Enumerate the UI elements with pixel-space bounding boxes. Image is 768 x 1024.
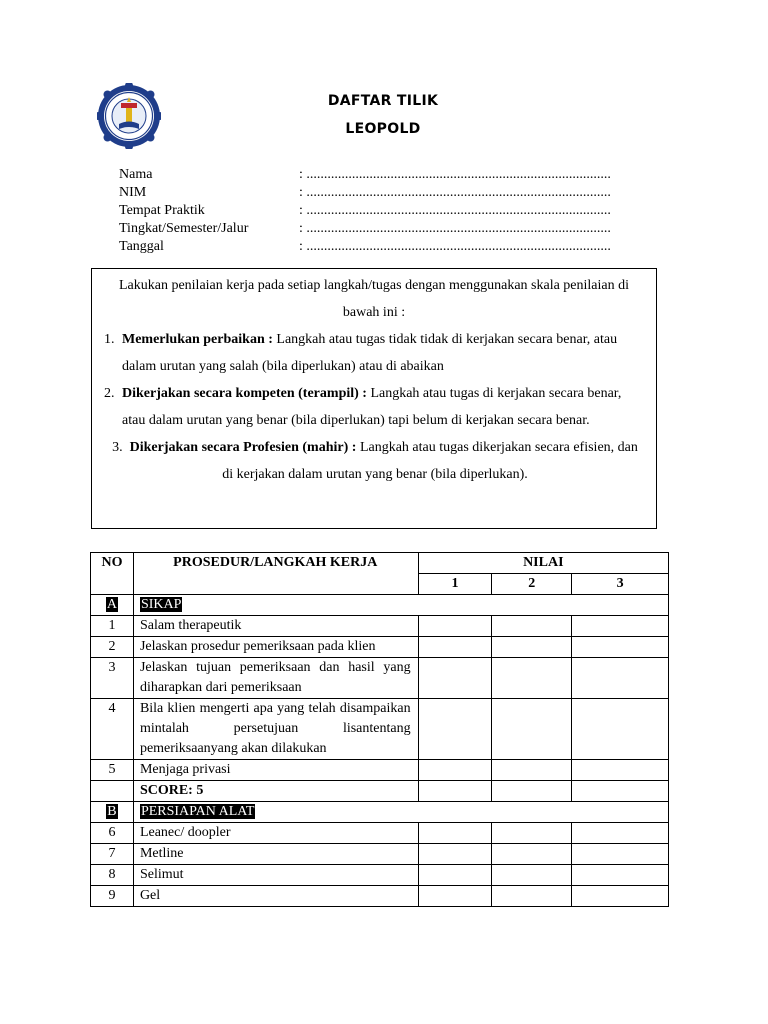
- field-label: Tempat Praktik: [119, 203, 205, 218]
- field-tempat-praktik: [119, 202, 659, 220]
- instructions-box: [91, 268, 657, 529]
- item-number: 3.: [112, 440, 123, 455]
- field-blank: : .......................................................................................: [299, 167, 611, 182]
- row-step: Bila klien mengerti apa yang telah disampaikan mintalah persetujuan lisantentang pemeriksaanyang akan dilakukan: [133, 699, 418, 760]
- score-cell[interactable]: [492, 637, 572, 658]
- field-nama: [119, 166, 659, 184]
- header-step: PROSEDUR/LANGKAH KERJA: [133, 553, 418, 595]
- score-cell[interactable]: [418, 658, 492, 699]
- field-tingkat: [119, 220, 659, 238]
- row-step: Jelaskan prosedur pemeriksaan pada klien: [133, 637, 418, 658]
- table-header-row: [91, 553, 669, 574]
- score-cell[interactable]: [572, 616, 669, 637]
- score-cell[interactable]: [492, 658, 572, 699]
- score-row-a: [91, 781, 669, 802]
- score-cell[interactable]: [418, 637, 492, 658]
- scale-item-1: [104, 326, 644, 380]
- section-row-b: [91, 802, 669, 823]
- section-title-cell: [133, 595, 668, 616]
- score-cell[interactable]: [492, 823, 572, 844]
- field-tanggal: [119, 238, 659, 256]
- score-cell[interactable]: [572, 844, 669, 865]
- row-no: 6: [91, 823, 134, 844]
- header-score-2: 2: [492, 574, 572, 595]
- score-cell[interactable]: [572, 886, 669, 907]
- scale-item-2: [104, 380, 644, 434]
- row-no: 5: [91, 760, 134, 781]
- item-number: 1.: [104, 332, 115, 347]
- item-term: Dikerjakan secara Profesien (mahir) :: [129, 440, 357, 455]
- header-score-1: 1: [418, 574, 492, 595]
- checklist-table: [90, 552, 669, 907]
- row-no: 2: [91, 637, 134, 658]
- score-cell[interactable]: [492, 781, 572, 802]
- section-letter-cell: [91, 802, 134, 823]
- row-step: Menjaga privasi: [133, 760, 418, 781]
- item-text: Langkah atau tugas dikerjakan secara efisien, dan di kerjakan dalam urutan yang benar (bila diperlukan).: [222, 440, 638, 482]
- section-letter-cell: [91, 595, 134, 616]
- document-subtitle: LEOPOLD: [345, 121, 421, 137]
- header-nilai: NILAI: [418, 553, 668, 574]
- section-letter: A: [106, 597, 118, 612]
- row-no: 4: [91, 699, 134, 760]
- row-no: 7: [91, 844, 134, 865]
- table-row: [91, 844, 669, 865]
- score-cell[interactable]: [492, 699, 572, 760]
- section-title: PERSIAPAN ALAT: [140, 804, 255, 819]
- score-cell[interactable]: [418, 865, 492, 886]
- score-cell[interactable]: [492, 844, 572, 865]
- score-cell[interactable]: [572, 781, 669, 802]
- field-label: NIM: [119, 185, 147, 200]
- score-cell[interactable]: [492, 886, 572, 907]
- row-step: Selimut: [133, 865, 418, 886]
- item-term: Dikerjakan secara kompeten (terampil) :: [122, 386, 367, 401]
- field-nim: [119, 184, 659, 202]
- instructions-intro: Lakukan penilaian kerja pada setiap langkah/tugas dengan menggunakan skala penilaian di bawah ini :: [118, 278, 630, 320]
- table-row: [91, 699, 669, 760]
- table-row: [91, 865, 669, 886]
- section-letter: B: [107, 804, 117, 819]
- empty-cell: [91, 781, 134, 802]
- row-no: 9: [91, 886, 134, 907]
- score-cell[interactable]: [572, 823, 669, 844]
- table-row: [91, 760, 669, 781]
- item-number: 2.: [104, 386, 115, 401]
- score-cell[interactable]: [418, 886, 492, 907]
- section-row-a: [91, 595, 669, 616]
- row-step: Gel: [133, 886, 418, 907]
- row-step: Leanec/ doopler: [133, 823, 418, 844]
- score-cell[interactable]: [418, 781, 492, 802]
- field-blank: : .......................................................................................: [299, 203, 611, 218]
- score-cell[interactable]: [418, 844, 492, 865]
- table-row: [91, 616, 669, 637]
- field-label: Nama: [119, 167, 153, 182]
- field-blank: : .......................................................................................: [299, 185, 611, 200]
- score-cell[interactable]: [418, 760, 492, 781]
- field-blank: : .......................................................................................: [299, 239, 611, 254]
- score-cell[interactable]: [418, 699, 492, 760]
- institution-logo: [97, 83, 161, 149]
- item-term: Memerlukan perbaikan :: [122, 332, 273, 347]
- score-cell[interactable]: [418, 823, 492, 844]
- scale-item-3: [104, 434, 644, 488]
- score-cell[interactable]: [492, 865, 572, 886]
- document-title: DAFTAR TILIK: [327, 93, 439, 109]
- section-score: SCORE: 5: [133, 781, 418, 802]
- score-cell[interactable]: [572, 658, 669, 699]
- header-no: NO: [91, 553, 134, 595]
- row-step: Metline: [133, 844, 418, 865]
- score-cell[interactable]: [572, 865, 669, 886]
- item-text: Langkah atau tugas di kerjakan secara benar, atau dalam urutan yang benar (bila diperlukan) tapi belum di kerjakan secara benar.: [122, 386, 622, 428]
- identity-fields: [119, 166, 659, 256]
- field-label: Tingkat/Semester/Jalur: [119, 221, 249, 236]
- item-text: Langkah atau tugas tidak tidak di kerjakan secara benar, atau dalam urutan yang salah (bila diperlukan) atau di abaikan: [122, 332, 618, 374]
- row-no: 1: [91, 616, 134, 637]
- row-step: Jelaskan tujuan pemeriksaan dan hasil yang diharapkan dari pemeriksaan: [133, 658, 418, 699]
- score-cell[interactable]: [492, 760, 572, 781]
- score-cell[interactable]: [572, 699, 669, 760]
- section-title: SIKAP: [140, 597, 182, 612]
- field-label: Tanggal: [119, 239, 164, 254]
- row-step: Salam therapeutik: [133, 616, 418, 637]
- score-cell[interactable]: [572, 760, 669, 781]
- score-cell[interactable]: [572, 637, 669, 658]
- table-row: [91, 637, 669, 658]
- table-row: [91, 886, 669, 907]
- row-no: 8: [91, 865, 134, 886]
- table-row: [91, 658, 669, 699]
- row-no: 3: [91, 658, 134, 699]
- header-score-3: 3: [572, 574, 669, 595]
- table-row: [91, 823, 669, 844]
- field-blank: : .......................................................................................: [299, 221, 611, 236]
- section-title-cell: [133, 802, 668, 823]
- score-cell[interactable]: [492, 616, 572, 637]
- score-cell[interactable]: [418, 616, 492, 637]
